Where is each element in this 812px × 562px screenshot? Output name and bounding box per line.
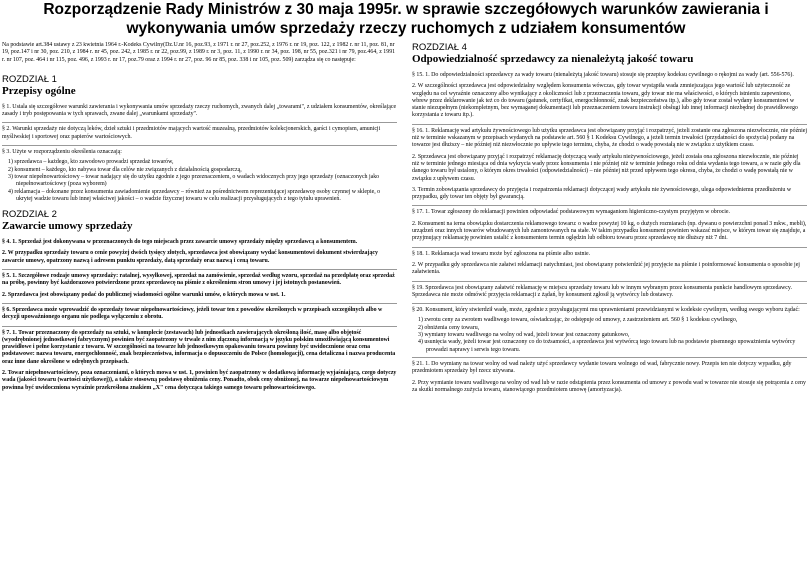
divider bbox=[2, 326, 397, 327]
list-item: 2. Sprzedawca jest obowiązany przyjąć i rozpatrzyć reklamację dotyczącą wady artykułu nieżywnościowego, jeżeli została ona zgłoszona niezwłocznie, nie później niż w terminie jednego miesiąca od dnia wykrycia wady przez konsumenta i nie później niż w terminie jednego roku od dnia wydania tego towaru, a w razie gdy dla danego towaru był ustalony, o którym okres trwałości (odpowiedzialności) – nie później niż przed upływem tego okresu, chyba, że chodzi o wadę powstałą nie w związku z upływem czasu. bbox=[412, 153, 801, 182]
section-17 bbox=[412, 209, 807, 242]
list-item: § 17. 1. Towar zgłoszony do reklamacji powinien odpowiadać podstawowym wymaganiom higieniczno-czystym przyjętym w obrocie. bbox=[412, 209, 730, 216]
document-title bbox=[0, 0, 812, 38]
title-line-1: Rozporządzenie Rady Ministrów z 30 maja 1995r. w sprawie szczegółowych warunków zawierania i bbox=[43, 1, 769, 18]
left-column bbox=[2, 42, 397, 560]
divider bbox=[412, 357, 807, 358]
list-item: 2. Sprzedawca jest obowiązany podać do publicznej wiadomości ogólne warunki umów, o których mowa w ust. 1. bbox=[2, 291, 286, 298]
list-item: 2. Konsument na ierna obowiązku dostarczenia reklamowego towaru: o wadze powyżej 10 kg, o dużych rozmiarach (np. dywanu o powierzchni ponad 3 mkw., mebli), urządzeń oraz innych towarów wbudowanych lub zamontowanych na stałe. W takim przypadku konsument powinien wskazać miejsce, w którym towar się znajduje, a przyjmujący reklamację powinien ustalić z konsumentem termin oględzin lub odbioru towaru przez sprzedawcę nie dłuższy niż 7 dni. bbox=[412, 220, 807, 242]
list-item: § 15. 1. Do odpowiedzialności sprzedawcy za wady towaru (nienależytą jakość towaru) stosuje się przepisy kodeksu cywilnego o rękojmi za wady (art. 556-576). bbox=[412, 72, 794, 78]
divider bbox=[2, 122, 397, 123]
section-16 bbox=[412, 128, 807, 202]
legal-basis-paragraph: Na podstawie art.384 ustawy z 23 kwietnia 1964 r.-Kodeks Cywilny(Dz.U.nr 16, poz.93, z 1971 r. nr 27, poz.252, z 1976 r. nr 19, poz. 122, z 1982 r. nr 11, poz. 81, nr 19, poz.147 i nr 30, poz. 210, z 1984 r. nr 45, poz. 242, z 1985 r. nr 22, poz.99, z 1989 r. nr 3, poz. 11, z 1990 r. nr 34, poz. 198, nr 55, poz.321 i nr 79, poz.464, z 1991 r. nr 107, poz. 464 i nr 115, poz. 496, z 1993 r. nr 17, poz.79 oraz z 1994 r. nr 27, poz. 96 nr 85, poz. 338 i nr 105, poz. 509) zarządza się co następuje: bbox=[2, 42, 396, 63]
section-2: § 2. Warunki sprzedaży nie dotyczą leków, dzieł sztuki i przedmiotów mających wartość muzealną, przedmiotów kolekcjonerskich, garści i cymopism, amunicji myśliwskiej i sportowej oraz papierów wartościowych. bbox=[2, 126, 381, 140]
divider bbox=[412, 247, 807, 248]
right-column bbox=[412, 42, 807, 560]
section-6-text: § 6. Sprzedawca może wprowadzić do sprzedaży towar niepełnowartościowy, jeżeli towar ten z powodów określonych w przepisach szczególnych albo w decyzji upoważnionego organu nie podlega wyłączeniu z obrotu. bbox=[2, 306, 383, 321]
section-3-head: § 3. Użyte w rozporządzeniu określenia oznaczają: bbox=[2, 149, 122, 156]
section-20-head: § 20. Konsument, który stwierdził wadę, może, zgodnie z przysługującymi mu uprawnieniami przewidzianymi w kodeksie cywilnym, według swego wyboru żądać: bbox=[412, 307, 800, 314]
divider bbox=[412, 303, 807, 304]
list-item: 2. Towar niepełnowartościowy, poza oznaczeniami, o których mowa w ust. 1, powinien być zaopatrzony w dodatkową informację wyjaśniającą, czego dotyczy wada (jakości towaru (wartości użytkowej)), a także stosowną podstawę obniżenia ceny. Ponadto, obok ceny obniżonej, na towarze niepełnowartościowym powinna być uwidoczniona wyraźnie przekreślona znakiem „X" cena dotycząca takiego samego towaru pełnowartościowego. bbox=[2, 370, 397, 391]
list-item: § 16. 1. Reklamację wad artykułu żywnościowego lub użytku sprzedawca jest obowiązany przyjąć i rozpatrzyć, jeżeli zostanie ona zgłoszona niezwłocznie, nie później niż w terminie wskazanym w przepisach wydanych na podstawie art. 560 § 1 Kodeksu Cywilnego, a jeżeli termin trwałości (przydatności do spożycia) podany na towarze jest dłuższy – nie później niż niezwłocznie po upływie tego terminu, chyba, że chodzi o wadę powstałą nie w związku z użytkiem czasu. bbox=[412, 127, 807, 149]
section-15 bbox=[412, 72, 807, 120]
section-21 bbox=[412, 361, 807, 394]
list-item: 3) towar niepełnowartościowy – towar nadający się do użytku zgodnie z jego przeznaczeniem, o wadach widocznych przy jego sprzedaży (oznaczonych jako niepełnowartościowy (poza wyborem) bbox=[8, 173, 380, 188]
section-6 bbox=[2, 307, 397, 322]
section-20 bbox=[412, 307, 807, 354]
list-item: 3) wymiany towaru wadliwego na wolny od wad, jeżeli towar jest oznaczony gatunkowo, bbox=[418, 332, 630, 339]
chapter-4-label: ROZDZIAŁ 4 bbox=[412, 42, 467, 53]
list-item: 2. Przy wymianie towaru wadliwego na wolny od wad lub w razie odstąpienia przez konsumenta od umowy z powodu wad w towarze nie stosuje się potrącenia z ceny za skutki normalnego zużycia towaru, stanowiącego przedmiotem umowę (amortyzacja). bbox=[412, 379, 806, 393]
list-item: 2. W przypadku sprzedaży towaru o cenie powyżej dwóch tysięcy złotych, sprzedawca jest obowiązany wydać konsumentowi dokument stwierdzający zawarcie umowy, opatrzony nazwą i adresem punktu sprzedaży, datą sprzedaży oraz nazwą i ceną towaru. bbox=[2, 250, 378, 264]
chapter-2-label: ROZDZIAŁ 2 bbox=[2, 209, 57, 221]
divider bbox=[412, 281, 807, 282]
chapter-4-title: Odpowiedzialność sprzedawcy za nienależytą jakość towaru bbox=[412, 53, 694, 65]
list-item: § 5. 1. Szczegółowe rodzaje umowy sprzedaży: ratalnej, wysyłkowej, sprzedaż na zamówienie, sprzedaż według wzoru, sprzedaż na przedpłatę oraz sprzedaż na próbę, powinny być każdorazowo potwierdzone przez sprzedawcę na piśmie z określeniem stron umowy i jej istotnych postanowień. bbox=[2, 273, 395, 287]
chapter-1-label: ROZDZIAŁ 1 bbox=[2, 73, 57, 85]
section-4 bbox=[2, 239, 397, 265]
section-18 bbox=[412, 251, 807, 277]
list-item: 3. Termin zobowiązania sprzedawcy do przyjęcia i rozpatrzenia reklamacji dotyczącej wady artykułu nie żywnościowego, ulega odpowiedniemu przedłużeniu w przypadku, gdy towar ten objęty był gwarancją. bbox=[412, 186, 792, 201]
section-7 bbox=[2, 330, 397, 392]
title-line-2: wykonywania umów sprzedaży rzeczy ruchomych z udziałem konsumentów bbox=[126, 20, 686, 37]
list-item: 2) obniżenia ceny towaru, bbox=[418, 324, 480, 331]
divider bbox=[2, 303, 397, 304]
divider bbox=[412, 205, 807, 206]
list-item: 4) reklamacja – dokonane przez konsumenta zawiadomienie sprzedawcy – również za pośrednictwem reprezentującej sprzedawcę osoby czynnej w sklepie, o ukrytej wadzie towaru lub innej właściwej jakości – o wadzie fizycznej towaru w celu realizacji przysługujących z tego tytułu uprawnień. bbox=[8, 188, 381, 202]
list-item: 2) konsument – każdego, kto nabywa towar dla celów nie związanych z działalnością gospodarczą, bbox=[8, 166, 242, 173]
list-item: § 7. 1. Towar przeznaczony do sprzedaży na sztuki, w komplecie (zestawach) lub jednostkach zawierających określoną ilość, masę albo objętość (wyodrębnionej jednostkowej fabrycznym) powinien być zaopatrzony w trwale z nim złączoną informacją w języku polskim umożliwiającą konsumentowi prawidłowe i pełne korzystanie z towaru. W szczególności na towarze lub jednostkowym opakowaniu towaru powinny być uwidocznione oraz cena podstawowe: nazwa towaru, energochłonność, znak bezpieczeństwa, informacja o dopuszczeniu do Polsce (homologacji), cena detaliczna i nazwa producenta oraz inne dane określone w odrębnych przepisach. bbox=[2, 329, 396, 365]
section-1: § 1. Ustala się szczegółowe warunki zawierania i wykonywania umów sprzedaży rzeczy ruchomych, zwanych dalej „towarami", z udziałem konsumentów, określające zasady i tryb postępowania w tych sprawach, zwane dalej „warunkami sprzedaży". bbox=[2, 103, 397, 118]
section-5 bbox=[2, 273, 397, 299]
list-item: 4) usunięcia wady, jeżeli towar jest oznaczony co do tożsamości, a sprzedawca jest wytwórcą tego towaru lub na podstawie pisemnego upoważnienia wytwórcy prowadzi naprawy i serwis tego towaru. bbox=[418, 339, 796, 353]
list-item: 1) zwrotu ceny za zwrotem wadliwego towaru, oświadczając, że odstępuje od umowy, z zastrzeżeniem art. 560 § 1 kodeksu cywilnego, bbox=[418, 317, 738, 324]
list-item: § 21. 1. Do wymiany na towar wolny od wad należy użyć sprzedawcy wydanie towaru wolnego od wad, fabrycznie nowy. Przepis ten nie dotyczy wypadku, gdy przedmiotem sprzedaży był rzecz używana. bbox=[412, 360, 792, 375]
chapter-1-title: Przepisy ogólne bbox=[2, 84, 76, 97]
list-item: § 18. 1. Reklamacja wad towaru może być zgłoszona na piśmie albo ustnie. bbox=[412, 250, 591, 257]
list-item: 2. W szczególności sprzedawca jest odpowiedzialny względem konsumenta wówczas, gdy towar wystąpiła wada zmniejszająca jego wartość lub użyteczność ze względu na cel wyraźnie oznaczony albo wynikający z okoliczności lub z przeznaczenia towaru, gdy towar nie ma właściwości, o których istnieniu zapewniono, wbrew przez deklarowanie jak też co do towaru (gatunek, certyfikat, energochłonność, znak bezpieczeństwa itp.), albo gdy towar został wydany konsumentowi w stanie niezupełnym (niekompletnym, bez wymaganej dokumentacji lub przeznaczeniem towaru instrukcji obsługi lub innej informacji niezbędnej do prawidłowego korzystania z towaru itp.). bbox=[412, 83, 798, 119]
list-item: 1) sprzedawca – każdego, kto zawodowo prowadzi sprzedaż towarów, bbox=[8, 159, 174, 166]
chapter-2-title: Zawarcie umowy sprzedaży bbox=[2, 220, 133, 233]
list-item: § 4. 1. Sprzedaż jest dokonywana w przeznaczonych do tego miejscach przez zawarcie umowy sprzedaży między sprzedawcą a konsumentem. bbox=[2, 239, 358, 246]
divider bbox=[412, 124, 807, 125]
section-19: § 19. Sprzedawca jest obowiązany załatwić reklamację w miejscu sprzedaży towaru lub w innym wybranym przez konsumenta punkcie handlowym sprzedawcy. Sprzedawca nie może odmówić przyjęcia reklamacji z żądań, by konsument zgłosił ją wytwórcy lub dostawcy. bbox=[412, 284, 792, 298]
list-item: 2. W przypadku gdy sprzedawca nie załatwi reklamacji natychmiast, jest obowiązany potwierdzić jej przyjęcie na piśmie i poinformować konsumenta o sposobie jej załatwienia. bbox=[412, 261, 800, 276]
divider bbox=[2, 145, 397, 146]
section-3 bbox=[2, 149, 397, 203]
divider bbox=[2, 269, 397, 270]
